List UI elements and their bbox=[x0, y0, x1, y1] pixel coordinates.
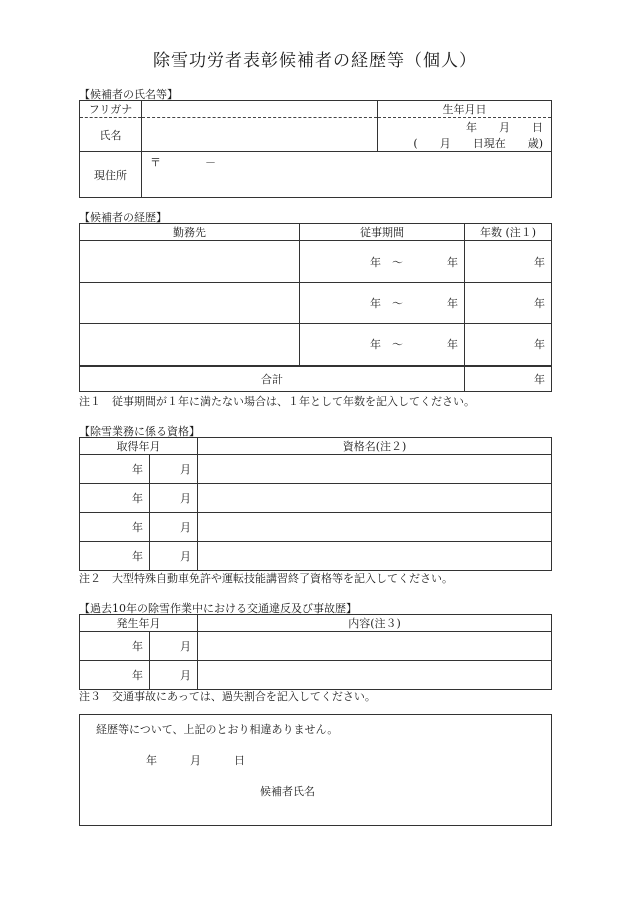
signer-name-label: 候補者氏名 bbox=[260, 785, 315, 798]
table-row bbox=[80, 484, 552, 513]
furigana-field[interactable] bbox=[142, 101, 378, 118]
qualification-field[interactable] bbox=[198, 484, 552, 513]
year-cell[interactable]: 年 bbox=[80, 484, 150, 513]
declaration-date[interactable]: 年 月 日 bbox=[146, 754, 245, 767]
total-years-field[interactable]: 年 bbox=[465, 366, 552, 392]
content-field[interactable] bbox=[198, 661, 552, 690]
birth-ymd: 年 月 日 bbox=[466, 121, 543, 134]
age-as-of: ( 月 日現在 歳) bbox=[413, 137, 543, 150]
declaration-text: 経歴等について、上記のとおり相違ありません。 bbox=[96, 723, 339, 736]
workplace-field[interactable] bbox=[80, 324, 300, 366]
content-field[interactable] bbox=[198, 632, 552, 661]
name-field[interactable] bbox=[142, 118, 378, 152]
header-occurrence-date: 発生年月 bbox=[80, 615, 198, 632]
note-1: 注１ 従事期間が１年に満たない場合は、１年として年数を記入してください。 bbox=[79, 395, 475, 408]
total-row bbox=[80, 366, 552, 392]
month-cell[interactable]: 月 bbox=[150, 484, 198, 513]
table-row bbox=[80, 241, 552, 283]
qualification-field[interactable] bbox=[198, 542, 552, 571]
header-years: 年数 (注１) bbox=[465, 224, 552, 241]
header-content: 内容(注３) bbox=[198, 615, 552, 632]
section-heading-candidate-info: 【候補者の氏名等】 bbox=[79, 88, 178, 101]
violations-table bbox=[79, 614, 552, 690]
total-label: 合計 bbox=[80, 366, 465, 392]
declaration-box bbox=[79, 714, 552, 826]
address-label: 現住所 bbox=[80, 152, 142, 198]
table-row bbox=[80, 632, 552, 661]
note-2: 注２ 大型特殊自動車免許や運転技能講習終了資格等を記入してください。 bbox=[79, 572, 453, 585]
table-row bbox=[80, 542, 552, 571]
year-cell[interactable]: 年 bbox=[80, 661, 150, 690]
period-field[interactable]: 年 ～ 年 bbox=[300, 283, 465, 324]
qualification-field[interactable] bbox=[198, 513, 552, 542]
header-workplace: 勤務先 bbox=[80, 224, 300, 241]
section-heading-violations: 【過去10年の除雪作業中における交通違反及び事故歴】 bbox=[79, 602, 357, 615]
header-qualification-name: 資格名(注２) bbox=[198, 438, 552, 455]
period-field[interactable]: 年 ～ 年 bbox=[300, 241, 465, 283]
section-heading-qualifications: 【除雪業務に係る資格】 bbox=[79, 425, 200, 438]
furigana-label: フリガナ bbox=[80, 101, 142, 118]
table-row bbox=[80, 283, 552, 324]
postal-code: 〒 － bbox=[150, 156, 216, 169]
note-3: 注３ 交通事故にあっては、過失割合を記入してください。 bbox=[79, 690, 376, 703]
year-cell[interactable]: 年 bbox=[80, 542, 150, 571]
month-cell[interactable]: 月 bbox=[150, 632, 198, 661]
table-row bbox=[80, 324, 552, 366]
workplace-field[interactable] bbox=[80, 241, 300, 283]
table-row bbox=[80, 513, 552, 542]
years-field[interactable]: 年 bbox=[465, 283, 552, 324]
years-field[interactable]: 年 bbox=[465, 241, 552, 283]
month-cell[interactable]: 月 bbox=[150, 542, 198, 571]
candidate-info-table bbox=[79, 100, 552, 198]
year-cell[interactable]: 年 bbox=[80, 513, 150, 542]
name-label: 氏名 bbox=[80, 118, 142, 152]
month-cell[interactable]: 月 bbox=[150, 513, 198, 542]
header-acquired-date: 取得年月 bbox=[80, 438, 198, 455]
month-cell[interactable]: 月 bbox=[150, 455, 198, 484]
month-cell[interactable]: 月 bbox=[150, 661, 198, 690]
table-row bbox=[80, 661, 552, 690]
page-title: 除雪功労者表彰候補者の経歴等（個人） bbox=[153, 51, 477, 71]
year-cell[interactable]: 年 bbox=[80, 632, 150, 661]
address-field[interactable] bbox=[142, 152, 552, 198]
birth-date-field[interactable] bbox=[378, 118, 552, 152]
qualifications-table bbox=[79, 437, 552, 571]
year-cell[interactable]: 年 bbox=[80, 455, 150, 484]
qualification-field[interactable] bbox=[198, 455, 552, 484]
section-heading-career: 【候補者の経歴】 bbox=[79, 211, 167, 224]
years-field[interactable]: 年 bbox=[465, 324, 552, 366]
period-field[interactable]: 年 ～ 年 bbox=[300, 324, 465, 366]
birth-date-label: 生年月日 bbox=[378, 101, 552, 118]
workplace-field[interactable] bbox=[80, 283, 300, 324]
career-table bbox=[79, 223, 552, 392]
header-period: 従事期間 bbox=[300, 224, 465, 241]
table-row bbox=[80, 455, 552, 484]
